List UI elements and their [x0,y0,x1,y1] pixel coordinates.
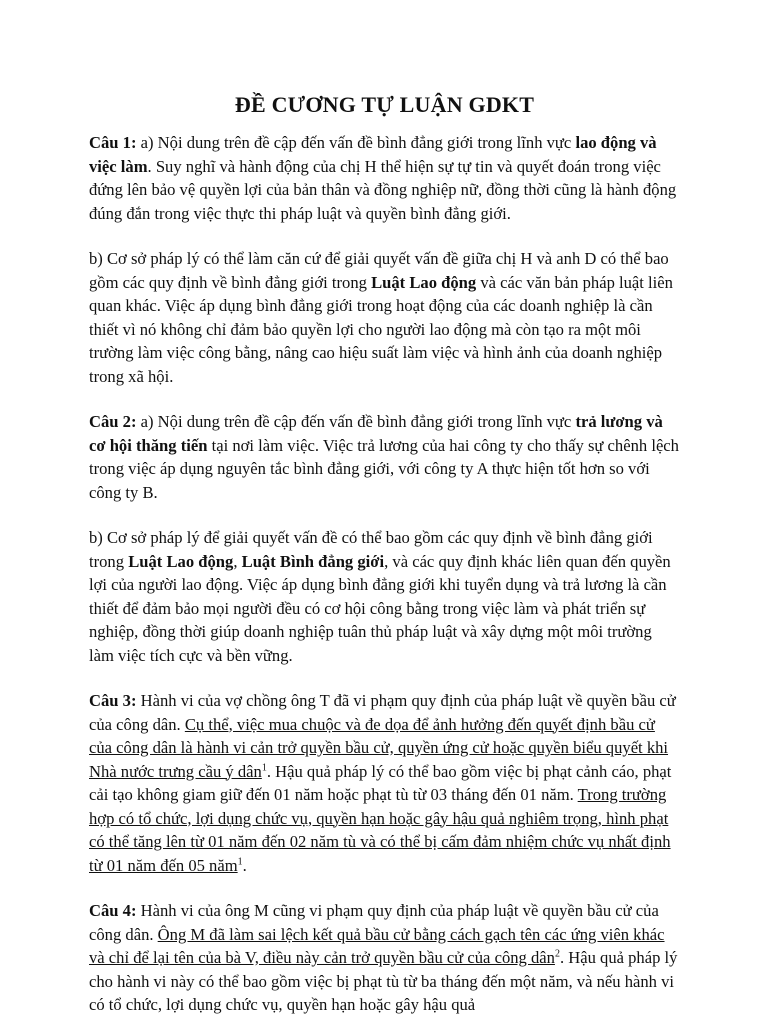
cau4-paragraph [89,899,680,1017]
cau3-text-3: . [242,855,247,875]
cau3-footnote-ref-1[interactable]: 1 [261,761,267,773]
cau4-footnote-ref-1[interactable]: 2 [554,948,560,960]
cau2-a-text-1: a) Nội dung trên đề cập đến vấn đề bình đẳng giới trong lĩnh vực [136,412,576,431]
cau3-underlined-1: Cụ thể, việc mua chuộc và đe dọa để ảnh hưởng đến quyết định bầu cử của công dân là hành vi cản trở quyền bầu cử, quyền ứng cử hoặc quyền biểu quyết khi Nhà nước trưng cầu ý dân [89,714,669,781]
cau2-a-text-2: tại nơi làm việc. Việc trả lương của hai công ty cho thấy sự chênh lệch trong việc áp dụng nguyên tắc bình đẳng giới, với công ty A thực hiện tốt hơn so với công ty B. [89,435,679,502]
cau3-text-2: . Hậu quả pháp lý có thể bao gồm việc bị phạt cảnh cáo, phạt cải tạo không giam giữ đến 01 năm hoặc phạt tù từ 03 tháng đến 01 năm. [89,761,672,804]
cau3-footnote-ref-2[interactable]: 1 [237,855,243,867]
cau3-text-1: Hành vi của vợ chồng ông T đã vi phạm quy định của pháp luật về quyền bầu cử của công dân. [89,691,676,734]
cau2-part-a [89,410,680,504]
cau4-text-2: . Hậu quả pháp lý cho hành vi này có thể bao gồm việc bị phạt tù từ ba tháng đến một năm, và nếu hành vi có tổ chức, lợi dụng chức vụ, quyền hạn hoặc gây hậu quả [89,948,678,1014]
cau1-b-text-2: và các văn bản pháp luật liên quan khác. Việc áp dụng bình đẳng giới trong hoạt động của các doanh nghiệp là cần thiết vì nó không chỉ đảm bảo quyền lợi cho người lao động mà còn tạo ra một môi trường làm việc công bằng, nâng cao hiệu suất làm việc và hình ảnh của doanh nghiệp trong xã hội. [89,272,673,386]
cau1-a-text-2: . Suy nghĩ và hành động của chị H thể hiện sự tự tin và quyết đoán trong việc đứng lên bảo vệ quyền lợi của bản thân và đồng nghiệp nữ, đồng thời cũng là hành động đúng đắn trong việc thực thi pháp luật và quyền bình đẳng giới. [89,156,677,223]
cau1-a-text-1: a) Nội dung trên đề cập đến vấn đề bình đẳng giới trong lĩnh vực [136,133,576,152]
cau1-a-bold-1: lao động và việc làm [89,133,657,176]
cau3-underlined-2: Trong trường hợp có tổ chức, lợi dụng chức vụ, quyền hạn hoặc gây hậu quả nghiêm trọng, hình phạt có thể tăng lên từ 01 năm đến 02 năm tù và có thể bị cấm đảm nhiệm chức vụ nhất định từ 01 năm đến 05 năm [89,785,671,875]
cau3-label: Câu 3: [89,691,137,710]
cau4-label: Câu 4: [89,901,137,920]
cau2-b-text-3: , và các quy định khác liên quan đến quyền lợi của người lao động. Việc áp dụng bình đẳng giới khi tuyển dụng và trả lương là cần thiết để đảm bảo mọi người đều có cơ hội công bằng trong việc làm và phát triển sự nghiệp, đồng thời giúp doanh nghiệp tuân thủ pháp luật và xây dựng một môi trường làm việc tích cực và bền vững. [89,551,671,665]
cau2-a-bold-1: trả lương và cơ hội thăng tiến [89,412,663,455]
cau2-label: Câu 2: [89,412,137,431]
cau2-b-bold-2: Luật Bình đẳng giới [241,551,385,571]
document-title: ĐỀ CƯƠNG TỰ LUẬN GDKT [234,92,535,117]
cau1-part-b [89,247,680,388]
cau4-text-1: Hành vi của ông M cũng vi phạm quy định của pháp luật về quyền bầu cử của công dân. [89,901,659,944]
cau2-b-text-2: , [233,551,242,571]
cau1-b-bold-1: Luật Lao động [371,272,477,292]
cau2-b-text-1: b) Cơ sở pháp lý để giải quyết vấn đề có thể bao gồm các quy định về bình đẳng giới trong [89,528,653,571]
cau4-underlined-1: Ông M đã làm sai lệch kết quả bầu cử bằng cách gạch tên các ứng viên khác và chỉ để lại tên của bà V, điều này cản trở quyền bầu cử của công dân [89,924,665,967]
cau2-part-b [89,526,680,667]
cau1-part-a [89,131,680,225]
cau1-label: Câu 1: [89,133,137,152]
cau3-paragraph [89,689,680,877]
cau1-b-text-1: b) Cơ sở pháp lý có thể làm căn cứ để giải quyết vấn đề giữa chị H và anh D có thể bao gồm các quy định về bình đẳng giới trong [89,249,669,292]
cau2-b-bold-1: Luật Lao động [128,551,234,571]
